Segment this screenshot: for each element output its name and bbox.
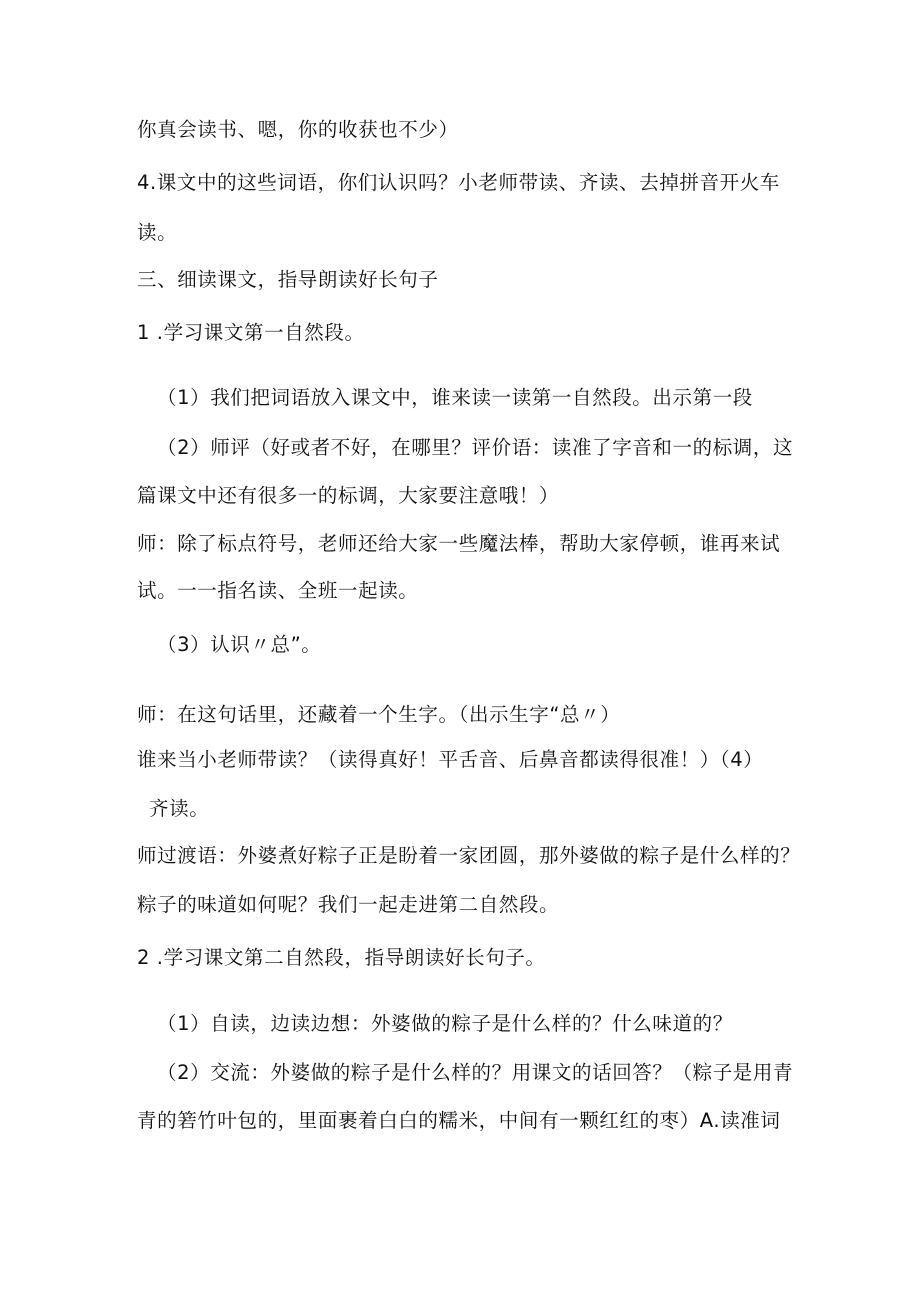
text-line: 师：除了标点符号，老师还给大家一些魔法棒，帮助大家停顿，谁再来试: [137, 532, 781, 555]
text-line: 齐读。: [149, 797, 210, 820]
text-line: 师过渡语：外婆煮好粽子正是盼着一家团圆，那外婆做的粽子是什么样的？: [137, 844, 801, 867]
text-line: 篇课文中还有很多一的标调，大家要注意哦！）: [137, 484, 560, 507]
subsection-heading: 2 .学习课文第二自然段，指导朗读好长句子。: [137, 946, 546, 969]
text-line: 读。: [137, 221, 178, 244]
text-line: 你真会读书、嗯，你的收获也不少）: [137, 118, 459, 141]
text-line: （2）交流：外婆做的粽子是什么样的？用课文的话回答？（粽子是用青: [157, 1061, 794, 1084]
text-line: 4.课文中的这些词语，你们认识吗？小老师带读、齐读、去掉拼音开火车: [137, 171, 780, 194]
text-line: （3）认识〃总”。: [157, 633, 322, 656]
text-line: （2）师评（好或者不好，在哪里？评价语：读准了字音和一的标调，这: [157, 436, 794, 459]
text-line: 粽子的味道如何呢？我们一起走进第二自然段。: [137, 893, 560, 916]
subsection-heading: 1 .学习课文第一自然段。: [137, 321, 365, 344]
text-line: （1）自读，边读边想：外婆做的粽子是什么样的？什么味道的？: [157, 1012, 733, 1035]
section-heading: 三、细读课文，指导朗读好长句子: [137, 268, 439, 291]
text-line: 师：在这句话里，还藏着一个生字。（出示生字“总〃）: [137, 703, 621, 726]
text-line: 谁来当小老师带读？（读得真好！平舌音、后鼻音都读得很准！）（4）: [137, 748, 764, 771]
text-line: 试。一一指名读、全班一起读。: [137, 579, 419, 602]
text-line: （1）我们把词语放入课文中，谁来读一读第一自然段。出示第一段: [157, 386, 753, 409]
text-line: 青的箬竹叶包的，里面裹着白白的糯米，中间有一颗红红的枣）A.读准词: [137, 1109, 781, 1132]
